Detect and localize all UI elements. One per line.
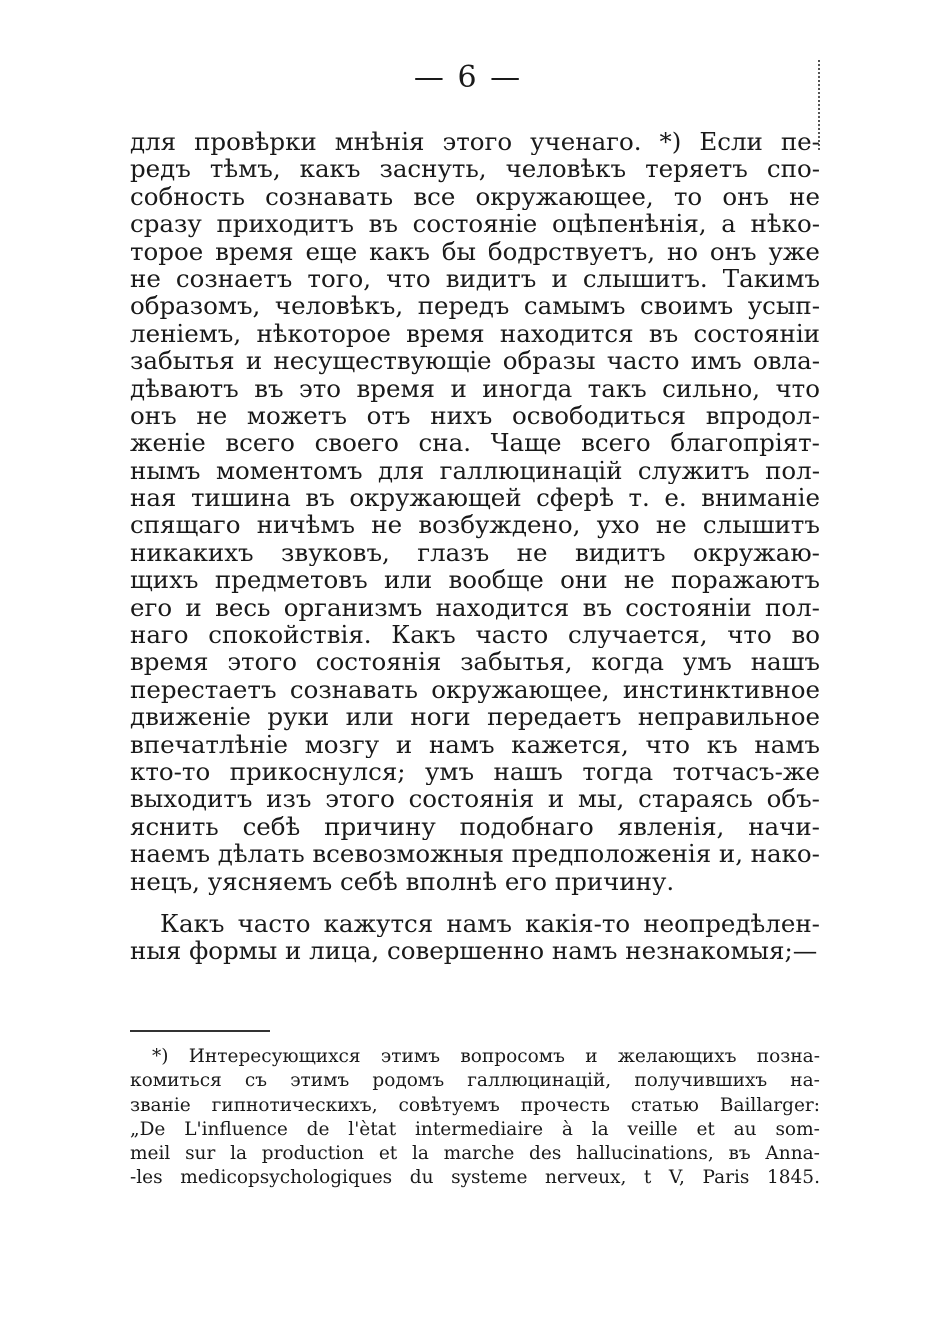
text-line: Какъ часто кажутся намъ какія-то неопредѣлен- xyxy=(160,909,820,938)
text-line: никакихъ звуковъ, глазъ не видитъ окружаю- xyxy=(130,538,820,567)
paragraph-1 xyxy=(130,128,820,895)
text-line: сразу приходитъ въ состояніе оцѣпенѣнія, а нѣко- xyxy=(130,210,820,238)
text-line: нецъ, уясняемъ себѣ вполнѣ его причину. xyxy=(130,867,675,895)
text-line: леніемъ, нѣкоторое время находится въ состояніи xyxy=(130,319,820,348)
footnote-line: *) Интересующихся этимъ вопросомъ и желающихъ позна- xyxy=(152,1046,820,1067)
text-line: яснить себѣ причину подобнаго явленія, начи- xyxy=(130,812,820,841)
text-line: нымъ моментомъ для галлюцинацій служитъ пол- xyxy=(130,456,820,485)
text-line: образомъ, человѣкъ, передъ самымъ своимъ усып- xyxy=(130,292,820,320)
text-line: женіе всего своего сна. Чаще всего благопріят- xyxy=(130,429,820,457)
text-line: спящаго ничѣмъ не возбуждено, ухо не слышитъ xyxy=(130,511,820,539)
text-line: не сознаетъ того, что видитъ и слышитъ. Такимъ xyxy=(130,264,820,293)
paragraph-2 xyxy=(130,910,820,965)
text-line: его и весь организмъ находится въ состояніи пол- xyxy=(130,593,820,622)
text-line: ныя формы и лица, совершенно намъ незнакомыя;— xyxy=(130,937,818,965)
footnote-line: -les medicopsychologiques du systeme nerveux, t V, Paris 1845. xyxy=(130,1167,820,1189)
paragraph-gap xyxy=(130,895,820,910)
main-text xyxy=(130,128,820,965)
footnote-separator xyxy=(130,1030,270,1032)
text-line: торое время еще какъ бы бодрствуетъ, но онъ уже xyxy=(130,237,820,265)
page-number: — 6 — xyxy=(413,60,523,95)
footnote-line: званіе гипнотическихъ, совѣтуемъ прочесть статью Baillarger: xyxy=(130,1094,820,1116)
text-line: время этого состоянія забытья, когда умъ нашъ xyxy=(130,648,820,676)
text-line: ная тишина въ окружающей сферѣ т. е. вниманіе xyxy=(130,484,820,512)
text-line: впечатлѣніе мозгу и намъ кажется, что къ намъ xyxy=(130,730,820,758)
text-line: кто-то прикоснулся; умъ нашъ тогда тотчасъ-же xyxy=(130,757,820,786)
text-line: собность сознавать все окружающее, то онъ не xyxy=(130,182,820,211)
footnote xyxy=(130,1045,820,1191)
text-line: забытья и несуществующіе образы часто имъ овла- xyxy=(130,347,820,375)
text-line: щихъ предметовъ или вообще они не поражаютъ xyxy=(130,566,820,594)
text-line: перестаетъ сознавать окружающее, инстинктивное xyxy=(130,675,820,704)
footnote-line: комиться съ этимъ родомъ галлюцинацій, получившихъ на- xyxy=(130,1070,820,1092)
footnote-line: „De L'influence de l'ètat intermediaire à la veille et au som- xyxy=(130,1118,820,1140)
text-line: выходитъ изъ этого состоянія и мы, стараясь объ- xyxy=(130,785,820,813)
text-line: наемъ дѣлать всевозможныя предположенія и, нако- xyxy=(130,840,820,868)
footnote-line: meil sur la production et la marche des hallucinations, въ Anna- xyxy=(130,1143,820,1165)
text-line: для провѣрки мнѣнія этого ученаго. *) Если пе- xyxy=(130,128,820,156)
text-line: онъ не можетъ отъ нихъ освободиться впродол- xyxy=(130,401,820,430)
text-line: дѣваютъ въ это время и иногда такъ сильно, что xyxy=(130,374,820,402)
text-line: движеніе руки или ноги передаетъ неправильное xyxy=(130,703,820,731)
text-line: наго спокойствія. Какъ часто случается, что во xyxy=(130,621,820,649)
text-line: редъ тѣмъ, какъ заснуть, человѣкъ теряетъ спо- xyxy=(130,155,820,183)
